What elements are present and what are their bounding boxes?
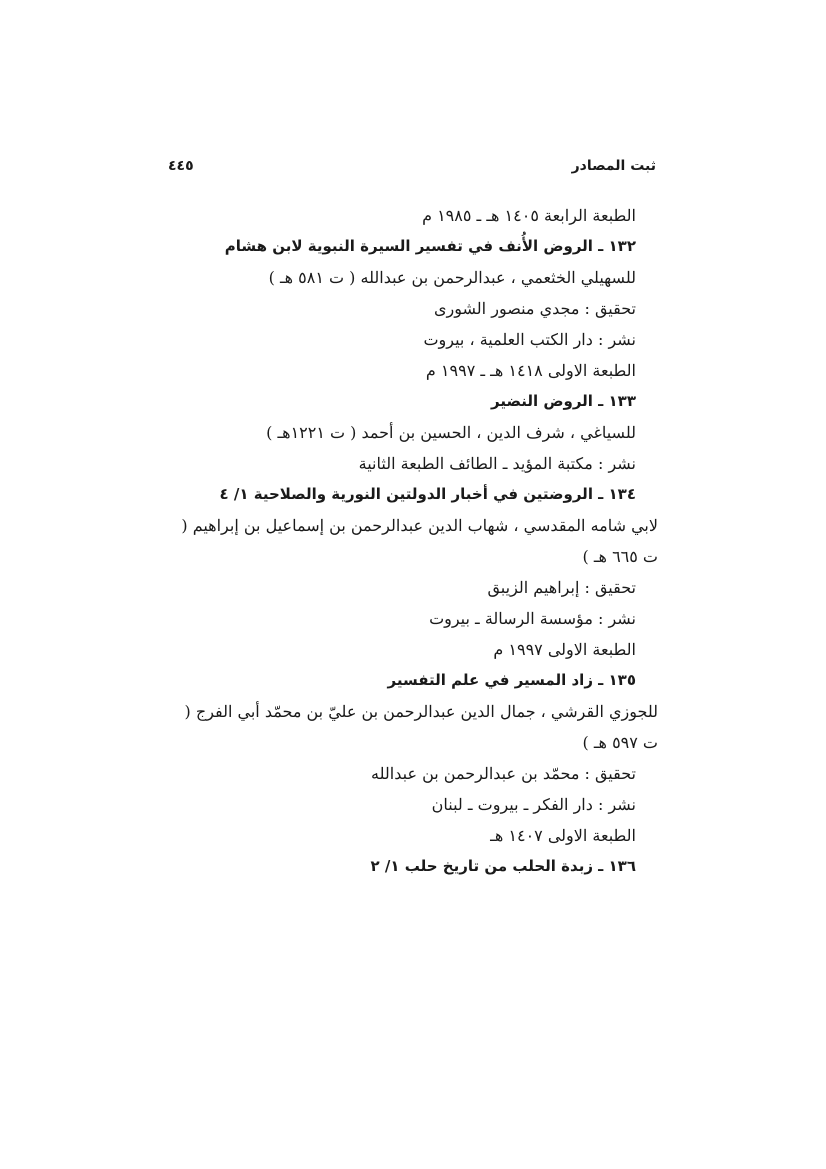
- publisher-line: نشر : دار الفكر ـ بيروت ـ لبنان: [431, 795, 636, 814]
- entry-title: ١٣٦ ـ زبدة الحلب من تاريخ حلب ١/ ٢: [370, 857, 636, 875]
- header-title: ثبت المصادر: [571, 158, 656, 174]
- entry-title: ١٣٤ ـ الروضتين في أخبار الدولتين النورية والصلاحية ١/ ٤: [219, 485, 636, 503]
- entry-title: ١٣٢ ـ الروض الأُنف في تفسير السيرة النبوية لابن هشام: [224, 237, 636, 255]
- edition-line: الطبعة الرابعة ١٤٠٥ هـ ـ ١٩٨٥ م: [422, 206, 636, 225]
- author-line: لابي شامه المقدسي ، شهاب الدين عبدالرحمن بن إسماعيل بن إبراهيم ( ت ٦٦٥ هـ ): [181, 516, 658, 566]
- running-header: [168, 158, 656, 182]
- edition-line: الطبعة الاولى ١٤٠٧ هـ: [490, 826, 636, 845]
- entry-title: ١٣٥ ـ زاد المسير في علم التفسير: [387, 671, 636, 689]
- edition-line: الطبعة الاولى ١٩٩٧ م: [493, 640, 636, 659]
- author-line: للسياغي ، شرف الدين ، الحسين بن أحمد ( ت ١٢٢١هـ ): [266, 423, 636, 442]
- editor-line: تحقيق : مجدي منصور الشورى: [434, 299, 636, 318]
- page-number: ٤٤٥: [168, 158, 194, 174]
- publisher-line: نشر : مؤسسة الرسالة ـ بيروت: [429, 609, 636, 628]
- entry-title: ١٣٣ ـ الروض النضير: [490, 392, 636, 410]
- publisher-line: نشر : دار الكتب العلمية ، بيروت: [423, 330, 636, 349]
- edition-line: الطبعة الاولى ١٤١٨ هـ ـ ١٩٩٧ م: [425, 361, 636, 380]
- editor-line: تحقيق : محمّد بن عبدالرحمن بن عبدالله: [371, 764, 636, 783]
- author-line: للسهيلي الخثعمي ، عبدالرحمن بن عبدالله ( ت ٥٨١ هـ ): [268, 268, 636, 287]
- bibliography-list: [168, 200, 658, 882]
- publisher-line: نشر : مكتبة المؤيد ـ الطائف الطبعة الثانية: [358, 454, 636, 473]
- author-line: للجوزي القرشي ، جمال الدين عبدالرحمن بن عليّ بن محمّد أبي الفرج ( ت ٥٩٧ هـ ): [184, 702, 658, 752]
- editor-line: تحقيق : إبراهيم الزيبق: [487, 578, 636, 597]
